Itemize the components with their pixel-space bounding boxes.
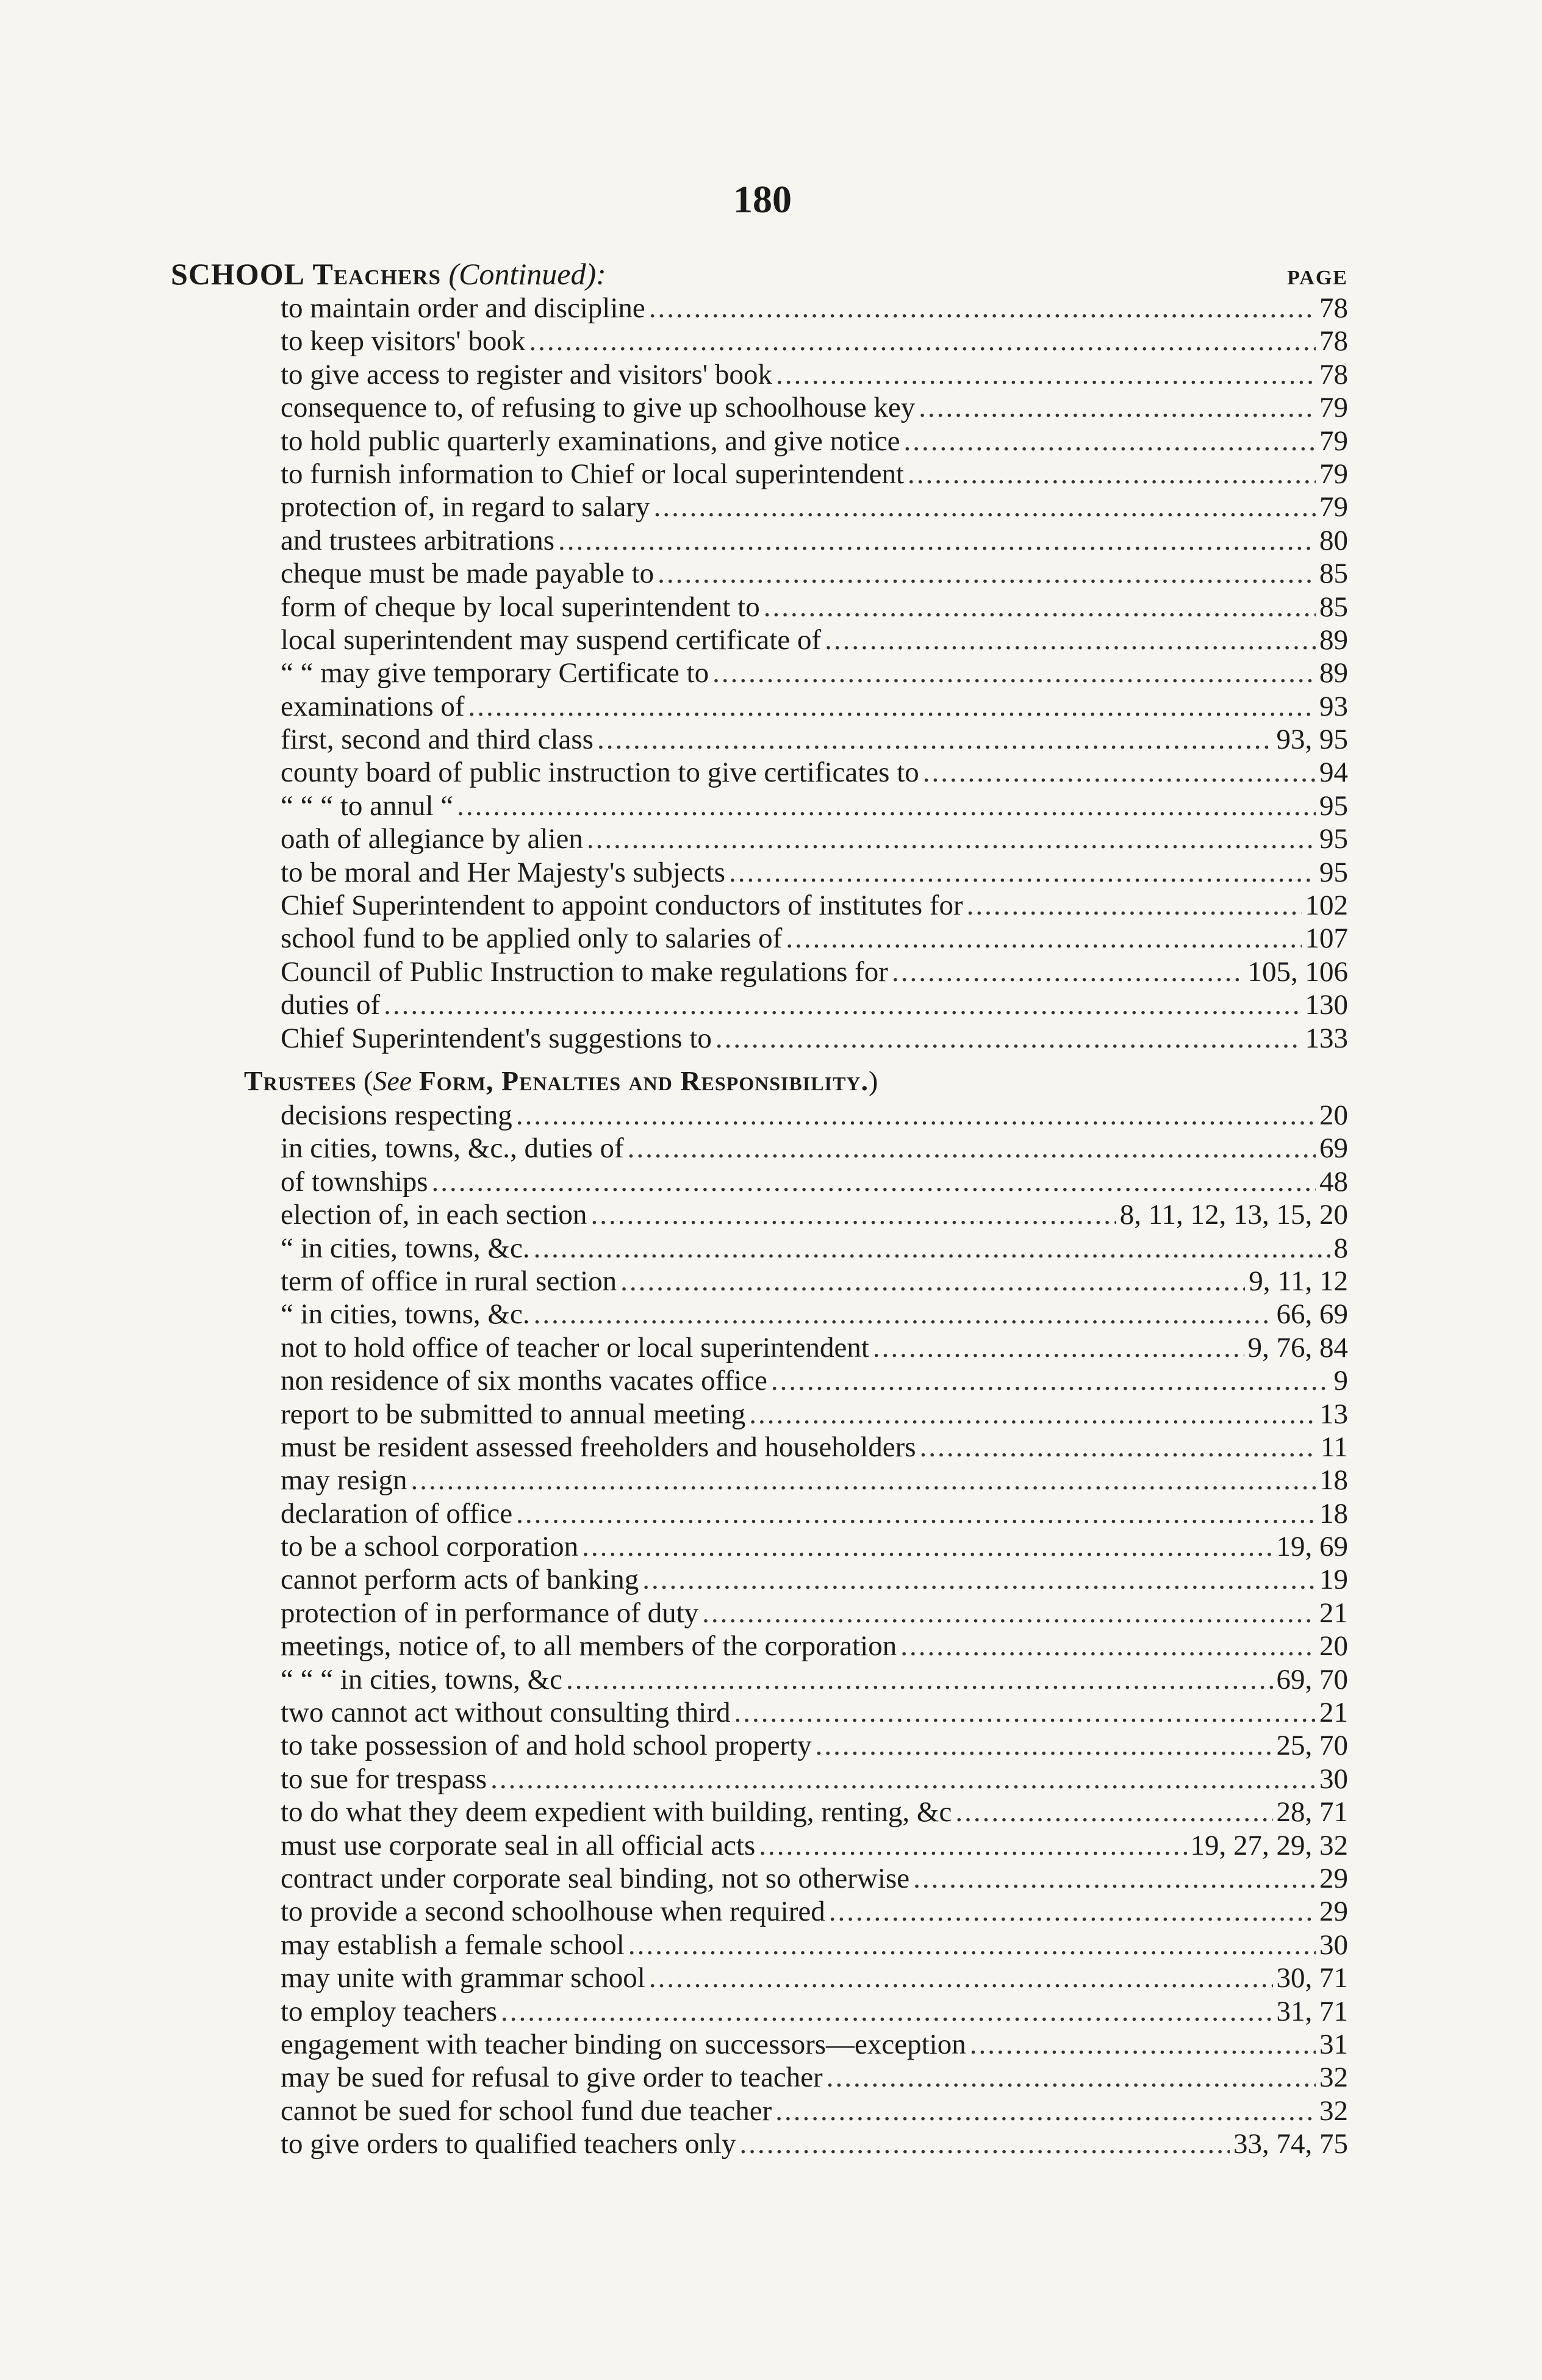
dot-leader bbox=[900, 1630, 1316, 1663]
dot-leader bbox=[759, 1829, 1186, 1862]
index-entry bbox=[281, 955, 1348, 988]
index-entry bbox=[281, 325, 1348, 358]
entry-list bbox=[171, 292, 1348, 1055]
index-entry bbox=[281, 1929, 1348, 1961]
dot-leader bbox=[534, 1232, 1330, 1265]
index-entry bbox=[281, 524, 1348, 557]
dot-leader bbox=[529, 325, 1316, 358]
heading-title: SCHOOL bbox=[171, 257, 305, 291]
dot-leader bbox=[566, 1663, 1272, 1696]
entry-text: meetings, notice of, to all members of the corporation bbox=[281, 1630, 897, 1663]
entry-pages: 19, 69 bbox=[1276, 1531, 1348, 1563]
index-entry bbox=[281, 557, 1348, 590]
entry-pages: 29 bbox=[1319, 1896, 1348, 1928]
dot-leader bbox=[970, 2028, 1316, 2061]
entry-text: to do what they deem expedient with building, renting, &c bbox=[281, 1796, 952, 1828]
dot-leader bbox=[468, 690, 1316, 723]
dot-leader bbox=[749, 1398, 1316, 1431]
dot-leader bbox=[873, 1331, 1244, 1364]
index-entry bbox=[281, 1331, 1348, 1364]
index-entry bbox=[281, 358, 1348, 391]
section-heading bbox=[171, 256, 1348, 292]
index-entry bbox=[281, 922, 1348, 955]
entry-text: first, second and third class bbox=[281, 724, 593, 756]
index-entry bbox=[281, 1895, 1348, 1928]
dot-leader bbox=[775, 2094, 1316, 2127]
entry-text: report to be submitted to annual meeting bbox=[281, 1398, 746, 1430]
entry-text: term of office in rural section bbox=[281, 1265, 617, 1297]
page-number: 180 bbox=[733, 178, 792, 221]
dot-leader bbox=[642, 1563, 1316, 1596]
index-entry bbox=[281, 2094, 1348, 2127]
entry-pages: 95 bbox=[1319, 856, 1348, 888]
index-entry bbox=[281, 988, 1348, 1021]
entry-pages: 130 bbox=[1305, 989, 1348, 1021]
entry-pages: 9, 11, 12 bbox=[1249, 1265, 1348, 1297]
dot-leader bbox=[715, 1022, 1302, 1055]
entry-pages: 95 bbox=[1319, 823, 1348, 855]
section-school-teachers bbox=[171, 256, 1348, 1055]
dot-leader bbox=[384, 988, 1301, 1021]
dot-leader bbox=[516, 1099, 1316, 1132]
entry-text: non residence of six months vacates office bbox=[281, 1365, 767, 1397]
entry-text: in cities, towns, &c., duties of bbox=[281, 1132, 624, 1165]
dot-leader bbox=[587, 822, 1316, 855]
index-entry bbox=[281, 1165, 1348, 1198]
entry-text: Chief Superintendent's suggestions to bbox=[281, 1022, 712, 1054]
dot-leader bbox=[411, 1464, 1316, 1497]
index-entry bbox=[281, 856, 1348, 889]
entry-pages: 32 bbox=[1319, 2094, 1348, 2127]
heading-text bbox=[171, 256, 606, 292]
heading-close-paren: ) bbox=[869, 1065, 878, 1096]
dot-leader bbox=[628, 1929, 1316, 1961]
entry-pages: 133 bbox=[1305, 1022, 1348, 1054]
dot-leader bbox=[516, 1497, 1316, 1530]
entry-pages: 11 bbox=[1320, 1431, 1348, 1463]
entry-pages: 20 bbox=[1319, 1099, 1348, 1131]
dot-leader bbox=[457, 789, 1316, 822]
entry-pages: 85 bbox=[1319, 591, 1348, 623]
index-entry bbox=[281, 1663, 1348, 1696]
entry-text: cannot be sued for school fund due teacher bbox=[281, 2094, 772, 2127]
entry-pages: 93, 95 bbox=[1276, 724, 1348, 756]
entry-pages: 95 bbox=[1319, 789, 1348, 822]
entry-pages: 19, 27, 29, 32 bbox=[1190, 1829, 1348, 1861]
entry-text: “ “ may give temporary Certificate to bbox=[281, 657, 709, 689]
entry-pages: 21 bbox=[1319, 1697, 1348, 1729]
entry-pages: 13 bbox=[1319, 1398, 1348, 1430]
entry-pages: 69, 70 bbox=[1276, 1663, 1348, 1695]
entry-pages: 80 bbox=[1319, 524, 1348, 556]
index-entry bbox=[281, 822, 1348, 855]
index-entry bbox=[281, 292, 1348, 325]
index-entry bbox=[281, 2028, 1348, 2061]
index-entry bbox=[281, 1398, 1348, 1431]
entry-pages: 69 bbox=[1319, 1132, 1348, 1165]
index-entry bbox=[281, 1132, 1348, 1165]
dot-leader bbox=[649, 292, 1316, 325]
entry-text: form of cheque by local superintendent to bbox=[281, 591, 760, 623]
entry-text: “ in cities, towns, &c. bbox=[281, 1298, 530, 1331]
dot-leader bbox=[776, 358, 1316, 391]
index-entry bbox=[281, 1696, 1348, 1729]
index-entry bbox=[281, 624, 1348, 656]
heading-see-refs: Form, Penalties and Responsibility. bbox=[418, 1065, 869, 1096]
dot-leader bbox=[771, 1364, 1330, 1397]
entry-text: cheque must be made payable to bbox=[281, 558, 654, 590]
dot-leader bbox=[729, 856, 1316, 889]
entry-pages: 78 bbox=[1319, 292, 1348, 324]
index-entry bbox=[281, 1099, 1348, 1132]
entry-text: may resign bbox=[281, 1464, 407, 1497]
index-entry bbox=[281, 656, 1348, 689]
entry-pages: 32 bbox=[1319, 2062, 1348, 2094]
entry-pages: 107 bbox=[1305, 922, 1348, 955]
entry-text: duties of bbox=[281, 989, 381, 1021]
index-entry bbox=[281, 690, 1348, 723]
entry-pages: 8 bbox=[1333, 1232, 1348, 1264]
entry-pages: 18 bbox=[1319, 1497, 1348, 1530]
entry-pages: 79 bbox=[1319, 458, 1348, 490]
entry-text: two cannot act without consulting third bbox=[281, 1697, 731, 1729]
entry-text: declaration of office bbox=[281, 1497, 513, 1530]
index-entry bbox=[281, 1862, 1348, 1895]
entry-text: to sue for trespass bbox=[281, 1763, 487, 1795]
entry-text: decisions respecting bbox=[281, 1099, 512, 1131]
entry-text: to give orders to qualified teachers only bbox=[281, 2128, 736, 2160]
index-entry bbox=[281, 391, 1348, 424]
entry-text: to provide a second schoolhouse when required bbox=[281, 1896, 825, 1928]
entry-text: consequence to, of refusing to give up schoolhouse key bbox=[281, 392, 916, 424]
index-entry bbox=[281, 1796, 1348, 1828]
entry-text: not to hold office of teacher or local superintendent bbox=[281, 1331, 869, 1364]
entry-pages: 29 bbox=[1319, 1862, 1348, 1894]
index-entry bbox=[281, 1022, 1348, 1055]
dot-leader bbox=[816, 1729, 1273, 1762]
index-entry bbox=[281, 1530, 1348, 1563]
entry-pages: 31, 71 bbox=[1276, 1995, 1348, 2027]
entry-text: “ “ “ to annul “ bbox=[281, 789, 454, 822]
entry-pages: 33, 74, 75 bbox=[1233, 2128, 1348, 2160]
entry-text: school fund to be applied only to salaries of bbox=[281, 922, 783, 955]
index-entry bbox=[281, 458, 1348, 491]
entry-text: oath of allegiance by alien bbox=[281, 823, 583, 855]
entry-pages: 94 bbox=[1319, 757, 1348, 789]
index-entry bbox=[281, 1597, 1348, 1630]
dot-leader bbox=[923, 756, 1316, 789]
dot-leader bbox=[764, 591, 1316, 624]
index-entry bbox=[281, 1298, 1348, 1331]
entry-text: may be sued for refusal to give order to teacher bbox=[281, 2062, 823, 2094]
index-entry bbox=[281, 789, 1348, 822]
entry-pages: 79 bbox=[1319, 392, 1348, 424]
entry-text: local superintendent may suspend certificate of bbox=[281, 624, 822, 656]
entry-pages: 9, 76, 84 bbox=[1247, 1331, 1348, 1364]
index-entry bbox=[281, 889, 1348, 922]
entry-pages: 30, 71 bbox=[1276, 1962, 1348, 1994]
dot-leader bbox=[649, 1961, 1273, 1994]
dot-leader bbox=[582, 1530, 1272, 1563]
entry-text: to maintain order and discipline bbox=[281, 292, 645, 324]
entry-pages: 102 bbox=[1305, 890, 1348, 922]
entry-text: to furnish information to Chief or local superintendent bbox=[281, 458, 905, 490]
entry-text: and trustees arbitrations bbox=[281, 524, 554, 556]
dot-leader bbox=[654, 491, 1316, 523]
index-entry bbox=[281, 1497, 1348, 1530]
entry-pages: 8, 11, 12, 13, 15, 20 bbox=[1119, 1199, 1348, 1231]
index-entry bbox=[281, 1232, 1348, 1265]
section-heading bbox=[244, 1063, 1348, 1099]
entry-pages: 85 bbox=[1319, 558, 1348, 590]
dot-leader bbox=[558, 524, 1316, 557]
dot-leader bbox=[490, 1763, 1316, 1796]
entry-text: must use corporate seal in all official acts bbox=[281, 1829, 756, 1861]
entry-text: “ in cities, towns, &c. bbox=[281, 1232, 530, 1264]
index-entry bbox=[281, 723, 1348, 756]
entry-text: county board of public instruction to give certificates to bbox=[281, 757, 919, 789]
index-entry bbox=[281, 1630, 1348, 1663]
index-content bbox=[171, 256, 1348, 2160]
dot-leader bbox=[534, 1298, 1273, 1331]
entry-text: protection of in performance of duty bbox=[281, 1597, 699, 1629]
section-trustees bbox=[171, 1063, 1348, 2161]
entry-text: cannot perform acts of banking bbox=[281, 1564, 639, 1596]
dot-leader bbox=[597, 723, 1273, 756]
index-entry bbox=[281, 1431, 1348, 1464]
entry-pages: 28, 71 bbox=[1276, 1796, 1348, 1828]
entry-text: to keep visitors' book bbox=[281, 325, 526, 358]
page-column-label: PAGE bbox=[1287, 267, 1348, 289]
index-entry bbox=[281, 2127, 1348, 2160]
index-entry bbox=[281, 1563, 1348, 1596]
dot-leader bbox=[702, 1597, 1316, 1630]
entry-pages: 30 bbox=[1319, 1763, 1348, 1795]
dot-leader bbox=[620, 1265, 1245, 1298]
index-entry bbox=[281, 1829, 1348, 1862]
dot-leader bbox=[712, 656, 1316, 689]
entry-pages: 18 bbox=[1319, 1464, 1348, 1497]
dot-leader bbox=[920, 1431, 1317, 1464]
dot-leader bbox=[829, 1895, 1316, 1928]
index-entry bbox=[281, 1995, 1348, 2028]
entry-text: examinations of bbox=[281, 690, 465, 722]
entry-text: to take possession of and hold school property bbox=[281, 1730, 812, 1762]
dot-leader bbox=[892, 955, 1244, 988]
dot-leader bbox=[628, 1132, 1316, 1165]
entry-pages: 66, 69 bbox=[1276, 1298, 1348, 1331]
dot-leader bbox=[903, 425, 1316, 458]
index-entry bbox=[281, 1198, 1348, 1231]
dot-leader bbox=[432, 1165, 1316, 1198]
heading-open-paren: ( bbox=[364, 1065, 373, 1096]
heading-title-smallcaps: Trustees bbox=[244, 1065, 357, 1096]
entry-text: must be resident assessed freeholders and householders bbox=[281, 1431, 916, 1463]
index-entry bbox=[281, 425, 1348, 458]
index-entry bbox=[281, 1265, 1348, 1298]
entry-text: protection of, in regard to salary bbox=[281, 491, 650, 523]
entry-pages: 19 bbox=[1319, 1564, 1348, 1596]
entry-pages: 79 bbox=[1319, 491, 1348, 523]
dot-leader bbox=[825, 624, 1316, 656]
entry-pages: 89 bbox=[1319, 657, 1348, 689]
heading-qualifier: (Continued): bbox=[448, 257, 606, 291]
entry-pages: 79 bbox=[1319, 425, 1348, 457]
entry-text: to hold public quarterly examinations, and give notice bbox=[281, 425, 900, 457]
entry-text: contract under corporate seal binding, not so otherwise bbox=[281, 1862, 910, 1894]
entry-pages: 105, 106 bbox=[1247, 955, 1348, 988]
entry-text: may unite with grammar school bbox=[281, 1962, 645, 1994]
dot-leader bbox=[827, 2061, 1316, 2094]
index-entry bbox=[281, 2061, 1348, 2094]
entry-text: Council of Public Instruction to make regulations for bbox=[281, 955, 888, 988]
entry-pages: 21 bbox=[1319, 1597, 1348, 1629]
entry-text: Chief Superintendent to appoint conductors of institutes for bbox=[281, 890, 963, 922]
index-entry bbox=[281, 491, 1348, 523]
entry-text: “ “ “ in cities, towns, &c bbox=[281, 1663, 563, 1695]
entry-pages: 20 bbox=[1319, 1630, 1348, 1663]
index-entry bbox=[281, 1763, 1348, 1796]
dot-leader bbox=[967, 889, 1302, 922]
dot-leader bbox=[786, 922, 1301, 955]
dot-leader bbox=[501, 1995, 1273, 2028]
index-entry bbox=[281, 591, 1348, 624]
index-entry bbox=[281, 1464, 1348, 1497]
dot-leader bbox=[734, 1696, 1316, 1729]
entry-text: engagement with teacher binding on successors—exception bbox=[281, 2028, 966, 2060]
index-entry bbox=[281, 1364, 1348, 1397]
dot-leader bbox=[913, 1862, 1316, 1895]
dot-leader bbox=[590, 1198, 1116, 1231]
index-entry bbox=[281, 1729, 1348, 1762]
entry-pages: 25, 70 bbox=[1276, 1730, 1348, 1762]
entry-pages: 93 bbox=[1319, 690, 1348, 722]
entry-pages: 78 bbox=[1319, 325, 1348, 358]
dot-leader bbox=[919, 391, 1316, 424]
heading-title-smallcaps: Teachers bbox=[312, 257, 442, 291]
entry-text: to employ teachers bbox=[281, 1995, 497, 2027]
entry-text: election of, in each section bbox=[281, 1199, 587, 1231]
entry-text: to be moral and Her Majesty's subjects bbox=[281, 856, 725, 888]
entry-pages: 48 bbox=[1319, 1165, 1348, 1198]
entry-pages: 31 bbox=[1319, 2028, 1348, 2060]
entry-text: may establish a female school bbox=[281, 1929, 625, 1961]
heading-see: See bbox=[373, 1065, 412, 1096]
entry-text: of townships bbox=[281, 1165, 428, 1198]
entry-pages: 78 bbox=[1319, 358, 1348, 390]
index-entry bbox=[281, 1961, 1348, 1994]
entry-list bbox=[244, 1099, 1348, 2161]
dot-leader bbox=[740, 2127, 1230, 2160]
entry-pages: 89 bbox=[1319, 624, 1348, 656]
entry-pages: 30 bbox=[1319, 1929, 1348, 1961]
dot-leader bbox=[908, 458, 1316, 491]
entry-text: to be a school corporation bbox=[281, 1531, 579, 1563]
entry-pages: 9 bbox=[1333, 1365, 1348, 1397]
index-entry bbox=[281, 756, 1348, 789]
dot-leader bbox=[955, 1796, 1272, 1828]
entry-text: to give access to register and visitors' book bbox=[281, 358, 772, 390]
dot-leader bbox=[658, 557, 1316, 590]
